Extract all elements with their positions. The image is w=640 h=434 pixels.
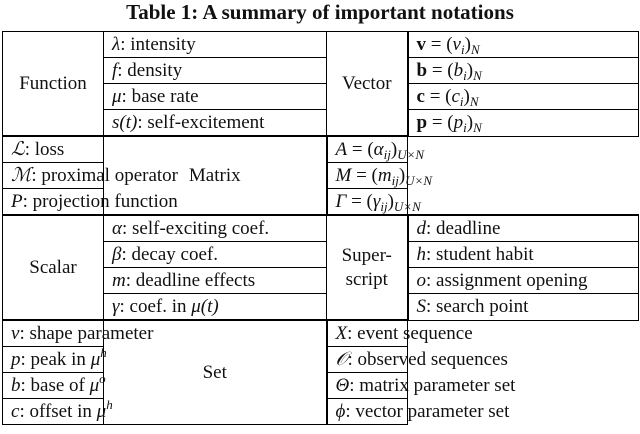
notation-description: : coef. in	[119, 295, 192, 317]
category-label: script	[345, 268, 388, 290]
notation-cell	[104, 294, 327, 321]
notation-cell	[327, 399, 510, 425]
notation-subscript: ij	[383, 146, 391, 162]
notation-description: : density	[117, 59, 183, 81]
table-row	[3, 320, 639, 347]
notation-formula: μ	[96, 400, 107, 422]
notation-cell	[3, 344, 107, 373]
category-label: Function	[19, 72, 87, 94]
notation-symbol: P	[11, 190, 23, 212]
notation-formula: p = (p	[416, 111, 464, 133]
notation-cell	[3, 136, 104, 163]
notation-symbol: Θ	[335, 374, 350, 396]
notation-formula: Γ = (γ	[335, 190, 381, 212]
notation-cell	[327, 347, 508, 373]
row-group	[3, 320, 639, 425]
notation-symbol: ϕ	[335, 400, 346, 422]
notation-subscript: U×N	[405, 172, 433, 188]
notation-description: : assignment opening	[426, 269, 588, 291]
notation-symbol: X	[335, 322, 348, 344]
notation-cell	[104, 268, 327, 294]
notation-description: : base rate	[121, 85, 199, 107]
notation-subscript: N	[473, 119, 482, 135]
notation-formula: A = (α	[335, 138, 384, 160]
notation-description: : base of	[20, 374, 90, 396]
notation-cell	[408, 215, 639, 242]
notation-cell	[327, 373, 516, 399]
notation-formula: )	[463, 85, 470, 107]
notation-cell	[104, 32, 327, 58]
notation-description: : self-excitement	[137, 111, 265, 133]
notation-symbol: β	[112, 243, 122, 265]
notation-symbol: ℒ	[11, 138, 25, 160]
row-group	[3, 215, 639, 320]
notation-formula: )	[398, 164, 406, 186]
category-label-cell	[327, 215, 408, 320]
notation-cell	[104, 58, 327, 84]
notation-subscript: i	[460, 41, 465, 57]
notation-formula: μ(t)	[191, 295, 219, 317]
notation-description: : deadline	[426, 217, 501, 239]
notation-formula: )	[390, 138, 398, 160]
category-label-cell	[3, 215, 104, 320]
notation-cell	[3, 189, 178, 216]
notation-description: : self-exciting coef.	[121, 217, 270, 239]
notation-description: : shape parameter	[19, 322, 154, 344]
notation-description: : offset in	[19, 400, 97, 422]
category-label: Matrix	[188, 164, 241, 186]
notation-symbol: γ	[112, 295, 120, 317]
table-caption: Table 1: A summary of important notations	[126, 0, 514, 24]
notation-description: : intensity	[120, 33, 196, 55]
notation-formula: μ	[89, 374, 100, 396]
notation-description: : search point	[426, 295, 529, 317]
notation-symbol: μ	[112, 85, 122, 107]
category-label: Set	[202, 361, 227, 383]
notation-cell	[3, 163, 179, 189]
notation-cell	[327, 189, 421, 216]
notation-cell	[3, 320, 154, 347]
notation-cell	[408, 268, 639, 294]
table-row	[3, 215, 639, 242]
notation-symbol: p	[11, 348, 21, 370]
notation-symbol: h	[416, 243, 426, 265]
notation-formula: )	[466, 111, 474, 133]
notation-description: : deadline effects	[125, 269, 256, 291]
notation-description: : event sequence	[347, 322, 473, 344]
notation-cell	[408, 110, 639, 137]
notation-subscript: N	[473, 67, 482, 83]
notation-superscript: h	[106, 396, 113, 412]
category-label: Super-	[341, 244, 392, 266]
notation-formula: )	[464, 33, 471, 55]
notation-cell	[3, 370, 106, 399]
notation-description: : matrix parameter set	[349, 374, 516, 396]
notation-subscript: N	[470, 41, 480, 57]
notation-cell	[104, 110, 327, 137]
notation-formula: b = (b	[416, 59, 464, 81]
notation-cell	[408, 84, 639, 110]
category-label-cell	[3, 32, 104, 137]
notation-symbol: o	[416, 269, 426, 291]
notation-subscript: i	[463, 119, 467, 135]
notation-cell	[3, 396, 113, 425]
notation-formula: )	[387, 190, 394, 212]
notation-formula: v = (v	[416, 33, 461, 55]
notation-description: : loss	[24, 139, 65, 160]
notation-subscript: ij	[380, 198, 388, 214]
notation-cell	[408, 294, 639, 321]
notation-description: : observed sequences	[347, 349, 508, 370]
notation-symbol: c	[11, 400, 20, 422]
category-label: Vector	[341, 72, 392, 94]
notation-cell	[327, 320, 473, 347]
notation-cell	[104, 84, 327, 110]
notation-cell	[104, 215, 327, 242]
notation-subscript: N	[469, 93, 479, 109]
notation-superscript: h	[100, 344, 107, 360]
notation-symbol: 𝒪	[335, 348, 348, 370]
notation-formula: c = (c	[416, 85, 460, 107]
notation-superscript: o	[99, 370, 106, 386]
notation-cell	[104, 242, 327, 268]
notation-symbol: d	[416, 217, 426, 239]
notation-cell	[408, 242, 639, 268]
category-label: Scalar	[29, 256, 77, 278]
table-row	[3, 136, 639, 163]
notation-description: : vector parameter set	[345, 400, 510, 422]
notation-symbol: v	[11, 322, 20, 344]
table-row	[3, 32, 639, 58]
notation-symbol: α	[112, 217, 122, 239]
notation-symbol: λ	[112, 33, 121, 55]
notation-symbol: S	[416, 295, 426, 317]
notation-table	[2, 31, 639, 425]
notation-description: : peak in	[20, 348, 91, 370]
notation-formula: M = (m	[335, 164, 392, 186]
notation-formula: )	[466, 59, 474, 81]
notation-symbol: s(t)	[112, 111, 138, 133]
notation-cell	[408, 58, 639, 84]
notation-symbol: ℳ	[11, 164, 32, 186]
notation-symbol: f	[112, 59, 118, 81]
notation-description: : decay coef.	[121, 243, 218, 265]
notation-formula: μ	[90, 348, 101, 370]
notation-symbol: b	[11, 374, 21, 396]
notation-subscript: U×N	[397, 146, 425, 162]
notation-cell	[408, 32, 639, 58]
notation-subscript: i	[459, 93, 464, 109]
row-group	[3, 32, 639, 137]
notation-subscript: ij	[391, 172, 399, 188]
row-group	[3, 136, 639, 215]
notation-description: : student habit	[426, 243, 534, 265]
notation-symbol: m	[112, 269, 126, 291]
notation-description: : projection function	[22, 190, 178, 212]
category-label-cell	[327, 32, 408, 137]
notation-subscript: U×N	[393, 198, 421, 214]
notation-description: : proximal operator	[31, 165, 179, 186]
notation-subscript: i	[463, 67, 467, 83]
